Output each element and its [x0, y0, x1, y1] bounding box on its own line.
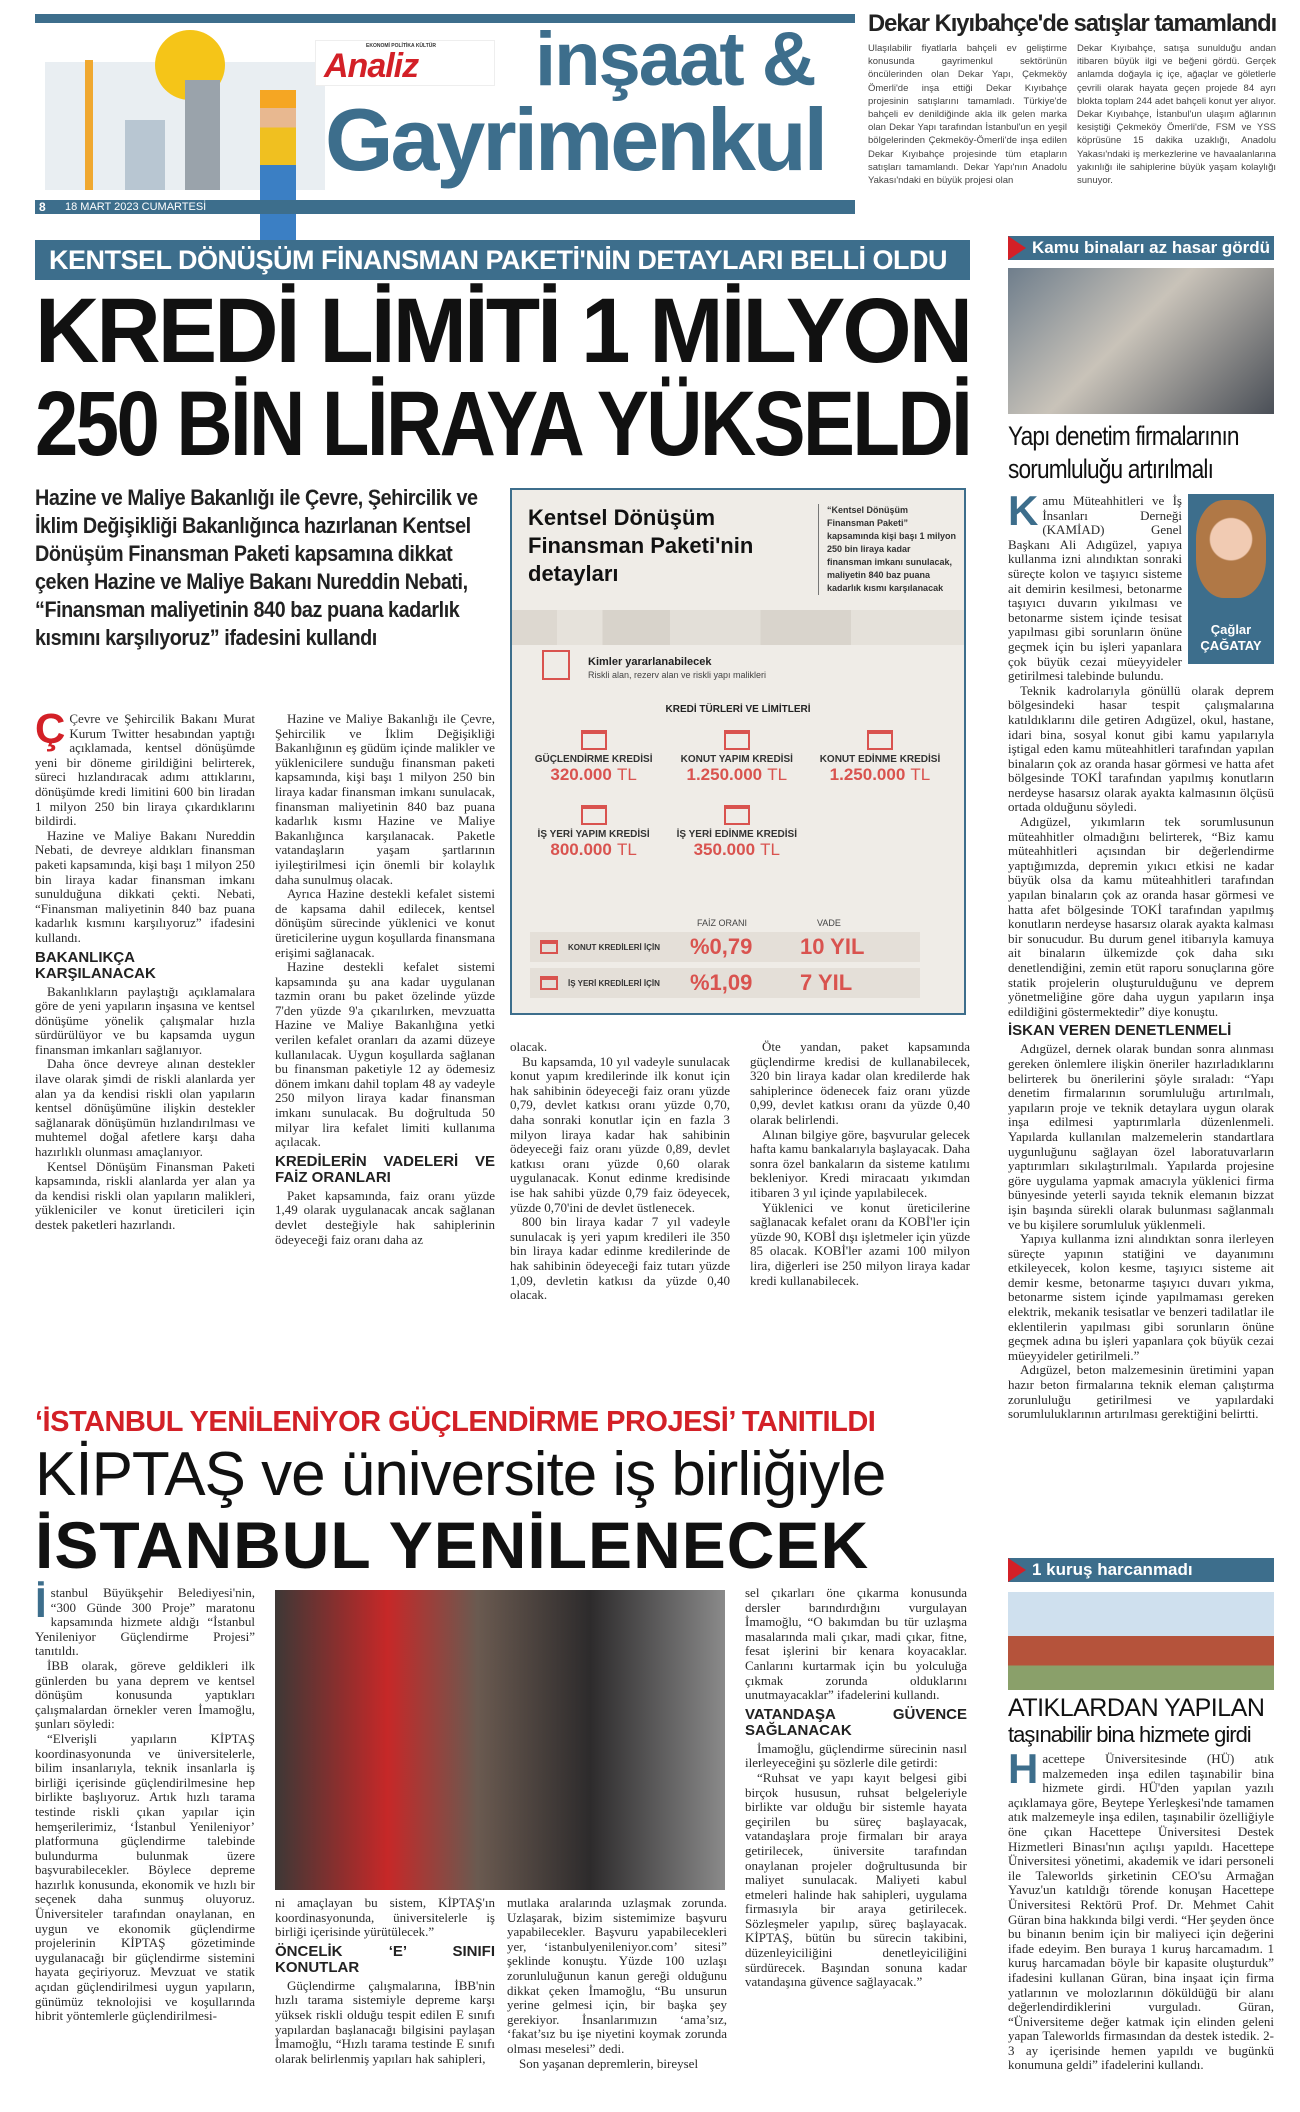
top-story-col2: Dekar Kıyıbahçe, satışa sunulduğu andan itibaren büyük ilgi ve beğeni gördü. Gerçek anlamda doğayla iç içe, ağaçlar ve göletlerle çevrili olarak hayata geçen projede 84 ayrı blokta toplam 244 adet bahçeli konut yer alıyor. Dekar Kıyıbahçe, İstanbul'un ulaşım ağlarının kesiştiği Çekmeköy Ömerli'de, FSM ve YSS köprüsüne 15 dakika uzaklığı, Anadolu Yakası'ndaki iş merkezlerine ve havaalanlarına yakınlığı ile sahiplerine büyük yaşam kolaylığı sunuyor.	[1077, 43, 1276, 187]
workplace-construction-icon	[581, 805, 607, 825]
sidebar-tag-text: 1 kuruş harcanmadı	[1032, 1560, 1193, 1579]
bottom-headline-1[interactable]: KİPTAŞ ve üniversite iş birliğiyle	[35, 1440, 886, 1509]
top-story	[868, 42, 1276, 187]
analiz-logo-text: Analiz	[324, 47, 419, 85]
bottom-headline-2[interactable]: İSTANBUL YENİLENECEK	[35, 1508, 870, 1582]
bottom-col4: sel çıkarları öne çıkarma konusunda dersler barındırdığını vurgulayan İmamoğlu, “O bakımdan bu tür uzlaşma masalarında mali çıkar, madi çıkar, fitne, fesat işlerini bir kenara koyacaklar. Canlarını kurtarmak için bu yolculuğa çıkmak zorunda olduklarını unutmayacaklar” ifadelerini kullandı. VATANDAŞA GÜVENCE SAĞLANACAK İmamoğlu, güçlendirme sürecinin nasıl ilerleyeceğini şu sözlerle dile getirdi: “Ruhsat ve yapı kayıt belgesi gibi birçok hususun, ruhsat belgeleriyle birlikte var olduğu bir sistemle hayata geçirilen bu süreç başlayacak, vatandaşlara proje firmaları bir araya getirilecek, üniversite tarafından onaylanan projeler doğrultusunda bir maliyet sunulacak. Maliyeti kabul etmeleri halinde hak sahipleri, uygulama firmasıyla bir araya getirilecek. Sözleşmeler yapılıp, süreç başlayacak. KİPTAŞ, bütün bu sürecin takibini, düzenleyiciliğini denetleyiciliğini sürdürecek. Başından sonuna kadar vatandaşına güvence sağlayacak.”	[745, 1585, 967, 1990]
credit-section-title: KREDİ TÜRLERİ VE LİMİTLERİ	[665, 704, 811, 715]
author-last-name: ÇAĞATAY	[1200, 638, 1262, 653]
subheading: BAKANLIKÇA KARŞILANACAK	[35, 948, 156, 982]
building-icon	[125, 120, 165, 190]
subheading: KREDİLERİN VADELERİ VE FAİZ ORANLARI	[275, 1152, 495, 1186]
house-icon	[540, 940, 558, 954]
imamoglu-press-photo	[275, 1590, 725, 1890]
house-icon	[867, 730, 893, 750]
credit-item: İŞ YERİ EDİNME KREDİSİ 350.000 TL	[665, 805, 808, 860]
author-first-name: Çağlar	[1210, 622, 1252, 637]
rate-header: FAİZ ORANI	[697, 918, 748, 928]
sidebar-tag-text: Kamu binaları az hasar gördü	[1032, 238, 1271, 257]
credit-item: GÜÇLENDİRME KREDİSİ 320.000 TL	[522, 730, 665, 785]
sidebar-body: K amu Müteahhitleri ve İş İnsanları Derneği (KAMİAD) Genel Başkanı Ali Adıgüzel, yapıya kullanma izni alındıktan sonraki süreçte kolon ve taşıyıcı sisteme ait demirin kesilmesi, betonarme taşıyıcı duvarın yıkılması ve betonarme sistem içinde tesisat yapılması gibi sorunların önüne geçmek için bu işleri yapanlara çok büyük cezai müeyyideler getirilmesi talebinde bulundu. Teknik kadrolarıyla gönüllü olarak deprem bölgesindeki hasar tespit çalışmalarına katıldıklarını dile getiren Adıgüzel, okul, hastane, idari bina, sosyal konut gibi kamu yapılarıyla iştigal eden kamu müteahhitleri tarafından yapılan binaların çok az oranda hasar görmesi ve hatta afet bölgesinde TOKİ tarafından yapılmış konutların nerdeyse hasarsız olarak ayakta kalmasının ölçüsü ortada olduğunu söyledi. Adıgüzel, yıkımların tek sorumlusunun müteahhitler olmadığını belirterek, “Biz kamu müteahhitleri açısından bir değerlendirme yaptığımızda, depremin yıkıcı etkisi ne kadar büyük olsa da kamu müteahhitleri tarafından yapılan binaların çok az oranda hasar görmesi ve hatta afet bölgesinde TOKİ tarafından yapılmış konutların nerdeyse hasarsız olarak ayakta kalması bir sonucudur. Bu durum genel itibarıyla kamuya ait binaların ülkemizde çok daha sıkı denetlendiğini, zemin etüt raporu sonuçlarına göre statik projelerin oluşturulduğunu ve deprem yönetmeliğine göre daha uygun yapıların inşa edildiğini göstermektedir” diye konuştu. İSKAN VEREN DENETLENMELİ Adıgüzel, dernek olarak bundan sonra alınması gereken önlemlere ilişkin öneriler hazırladıklarını belirterek bu önerilerini şöyle sıraladı: “Yapı denetim firmalarının sorumluluğu artırılmalı, yapıların proje ve teknik detaylara uygun olarak inşa edilmesi yaptırımlarla düzenlenmeli. Yapılarda kullanılan malzemelerin standartlara uygunluğunu sağlayan özel laboratuvarların yaptırımları sıkılaştırılmalı. Yapılarda projesine göre uygulama yapmak amacıyla yüklenici firma bünyesinde yeterli sayıda teknik elemanın bizzat işin başında sürekli olarak bulunması sağlanmalı ve bu kişilere sorumluluk yüklenmeli. Yapıya kullanma izni alındıktan sonra ilerleyen süreçte yapının statiğini ve dayanımını etkileyecek, kolon kesme, taşıyıcı sisteme ait demir kesme, betonarme taşıyıcı duvarı yıkma, betonarme sistem içinde yapılmaması gereken elektrik, mekanik tesisatlar ve benzeri tadilatlar ile eklentilerin yapılması gibi sorunların önüne geçmek adına bu işleri yapanlara çok büyük cezai müeyyideler getirilmeli.” Adıgüzel, beton malzemesinin üretimini yapan hazır beton firmalarına teknik eleman çalıştırma zorunluluğu getirilmesi ve yapılardaki sorumluluklarının artırılması gerektiğini belirtti.	[1008, 487, 1274, 1422]
main-col4: Öte yandan, paket kapsamında güçlendirme kredisi de kullanabilecek, 320 bin liraya kadar olan kredilerde hak sahiplerince ödenecek faiz oranı yüzde 0,99, devlet katkısı oranı da yüzde 0,40 olarak belirlendi. Alınan bilgiye göre, başvurular gelecek hafta kamu bankalarıyla başlayacak. Daha sonra özel bankaların da sisteme katılımı bekleniyor. Kredi miracaatı yıkımdan itibaren 3 yıl içinde yapılabilecek. Yüklenici ve konut üreticilerine sağlanacak kefalet oranı da KOBİ'ler için yüzde 90, KOBİ dışı işletmeler için yüzde 85 olacak. KOBİ'ler azami 100 milyon lira, diğerleri ise 250 milyon liraya kadar kredi kullanabilecek.	[750, 1039, 970, 1288]
shop-icon	[540, 976, 558, 990]
top-story-col1: Ulaşılabilir fiyatlarla bahçeli ev geliştirme konusunda gayrimenkul sektörünün öncülerinden olan Dekar Yapı, Çekmeköy Ömerli'de inşa ettiği Dekar Kıyıbahçe projesinin satışlarını tamamladı. Türkiye'de bahçeli ev denildiğinde akla ilk gelen marka olan Dekar Yapı tarafından İstanbul'un en yeşil bölgelerinden Çekmeköy-Ömerli'de inşa edilen Dekar Kıyıbahçe projesinde tüm etapların satışları tamamlandı. Dekar Yapı'nın Anadolu Yakası'ndaki en büyük projesi olan	[868, 43, 1067, 187]
infographic-quote: “Kentsel Dönüşüm Finansman Paketi” kapsamında kişi başı 1 milyon 250 bin liraya kadar finansman imkanı sunulacak, maliyetin 840 baz puana kadarlık kısmı karşılanacak	[818, 504, 958, 595]
main-lead: Hazine ve Maliye Bakanlığı ile Çevre, Şehircilik ve İklim Değişikliği Bakanlığınca hazırlanan Kentsel Dönüşüm Finansman Paketi kapsamına dikkat çeken Hazine ve Maliye Bakanı Nureddin Nebati, “Finansman maliyetinin 840 baz puana kadarlık kısmını karşılıyoruz” ifadesini kullandı	[35, 485, 478, 650]
construction-icon	[724, 730, 750, 750]
worker-icon	[260, 90, 296, 240]
main-col3: olacak. Bu kapsamda, 10 yıl vadeyle sunulacak konut yapım kredilerinde ilk konut için hak sahibinin ödeyeceği faiz oranı yüzde 0,79, devlet katkısı oranı yüzde 0,70, daha sonraki konutlar için en fazla 3 milyon liraya kadar hak sahibinin ödeyeceği faiz oranı yüzde 0,89, devlet katkısı oranı yüzde 0,60 olarak uygulanacak. Konut edinme kredisinde ise hak sahibi yüzde 0,79 faiz ödeyecek, yüzde 0,70'ini de devlet üstlenecek. 800 bin liraya kadar 7 yıl vadeyle sunulacak iş yeri yapım kredileri ile 350 bin liraya kadar edinme kredilerinde de hak sahibinin ödeyeceği faiz tutarı yüzde 1,09, devletin katkısı da yüzde 0,40 olacak.	[510, 1039, 730, 1303]
shop-icon	[724, 805, 750, 825]
skyline-silhouette	[512, 610, 964, 645]
bottom-col3: mutlaka aralarında uzlaşmak zorunda. Uzlaşarak, bizim sistemimize başvuru yapabilecekler. Başvuru yapabilecekleri yer, ‘istanbulyenileniyor.com’ sitesi” şeklinde konuştu. Yüzde 100 uzlaşı zorunluluğunun kanun gereği olduğunu dikkat çeken İmamoğlu, “Bu unsurun yerine gelmesi için, bir başka şey gerekiyor. İnsanlarımızın ‘ama’sız, ‘fakat’sız bu işe niyetini koymak zorunda olması meselesi” dedi. Son yaşanan depremlerin, bireysel	[507, 1895, 727, 2071]
subheading: ÖNCELİK ‘E’ SINIFI KONUTLAR	[275, 1942, 495, 1976]
analiz-tagline: EKONOMİ POLİTİKA KÜLTÜR	[366, 43, 436, 49]
credit-item: İŞ YERİ YAPIM KREDİSİ 800.000 TL	[522, 805, 665, 860]
infographic	[510, 488, 966, 1015]
main-col2: Hazine ve Maliye Bakanlığı ile Çevre, Şehircilik ve İklim Değişikliği Bakanlığının eş güdüm içinde malikler ve yüklenicilere sunduğu finansman paketi kapsamında, kişi başı 1 milyon 250 bin liraya kadar finansman imkanı sunulacak, finansman maliyetinin 840 baz puana kadarlık kısmı Hazine ve Maliye Bakanlığınca karşılanacak. Paketle vatandaşların yaşam şartlarının iyileştirilmesi için önemli bir kolaylık daha sunulmuş olacak. Ayrıca Hazine destekli kefalet sistemi de kapsama dahil edilecek, kentsel dönüşüm sürecinde yüklenici ve konut üreticilerine uygun koşullarda finansmana erişimi sağlanacak. Hazine destekli kefalet sistemi kapsamında şu ana kadar uygulanan tazmin oranı bu paket özelinde yüzde 7'den yüzde 9'a çıkarılırken, mevzuatta Hazine ve Maliye Bakanlığına yetki verilen kefalet oranları da azami düzeye kullanılacak. Uygun koşullarda sağlanan bu finansman paketiyle 12 ay ödemesiz dönem imkanı dahil toplam 48 ay vadeyle 250 milyon liraya kadar finansman imkanı sunulacak. Bu doğrultuda 50 milyar lira kefalet limiti kullanıma açılacak. KREDİLERİN VADELERİ VE FAİZ ORANLARI Paket kapsamında, faiz oranı yüzde 1,49 olarak uygulanacak ancak sağlanan devlet desteğiyle hak sahiplerinin ödeyeceği faiz oranı daha az	[275, 711, 495, 1247]
main-kicker	[35, 240, 970, 280]
main-headline-2[interactable]: 250 BİN LİRAYA YÜKSELDİ	[35, 373, 971, 475]
portable-building-photo	[1008, 1592, 1274, 1690]
drop-cap: Ç	[35, 705, 66, 752]
crane-icon	[85, 60, 93, 190]
who-text: Riskli alan, rezerv alan ve riskli yapı malikleri	[588, 670, 767, 680]
bottom-kicker: ‘İSTANBUL YENİLENİYOR GÜÇLENDİRME PROJESİ’ TANITILDI	[35, 1406, 876, 1438]
credit-item: KONUT EDİNME KREDİSİ 1.250.000 TL	[808, 730, 951, 785]
section-title-line1: inşaat &	[535, 17, 815, 102]
building-icon	[185, 80, 220, 190]
term-header: VADE	[817, 918, 841, 928]
infographic-title: Kentsel Dönüşüm Finansman Paketi'nin detayları	[528, 505, 754, 586]
rate-row: KONUT KREDİLERİ İÇİN %0,79 10 YIL	[530, 932, 920, 962]
masthead	[35, 0, 855, 218]
sidebar2-body: H acettepe Üniversitesinde (HÜ) atık malzemeden inşa edilen taşınabilir bina hizmete girdi. HÜ'den yapılan yazılı açıklamaya göre, Beytepe Yerleşkesi'nde tamamen atık malzemeyle inşa edilen, taşınabilir özelliğiyle öne çıkan Hacettepe Üniversitesi Destek Hizmetleri Binası'nın açılışı yapıldı. Hacettepe Üniversitesi yönetimi, akademik ve idari personeli ile Taleworlds şirketinin CEO'su Armağan Yavuz'un katıldığı törende konuşan Hacettepe Üniversitesi Rektörü Prof. Dr. Mehmet Cahit Güran bina hakkında bilgi verdi. “Her şeyden önce bu binanın benim için bir maliyeci için değerini ifade edeyim. Ben buraya 1 kuruş harcamadım. 1 kuruş harcamadan böyle bir kapasite oluşturduk” ifadesini kullanan Güran, bina inşaat için firma yatlarının ve molozlarının döküldüğü bir alanı değerlendirdiklerini vurguladı. Güran, “Üniversiteme değer katmak için elinden geleni yapan Taleworlds firmasından da destek istedik. 2-3 ay içerisinde hemen yapıldı ve bugünkü konumuna geldi” ifadelerini kullandı.	[1008, 1745, 1274, 2073]
document-icon	[581, 730, 607, 750]
rate-row: İŞ YERİ KREDİLERİ İÇİN %1,09 7 YIL	[530, 968, 920, 998]
sidebar-tag	[1008, 236, 1274, 260]
page-number: 8	[39, 200, 46, 214]
construction-illustration	[45, 30, 325, 190]
main-headline-1[interactable]: KREDİ LİMİTİ 1 MİLYON	[35, 280, 971, 382]
subheading: VATANDAŞA GÜVENCE SAĞLANACAK	[745, 1705, 967, 1739]
bottom-col2: ni amaçlayan bu sistem, KİPTAŞ'ın koordinasyonunda, üniversitelerle iş birliği içerisinde yürütülecek.” ÖNCELİK ‘E’ SINIFI KONUTLAR Güçlendirme çalışmalarına, İBB'nin hızlı tarama sistemiyle depreme karşı yüksek riskli olduğu tespit edilen E sınıfı yapılardan başlanacağı bilgisini paylaşan İmamoğlu, “Hızlı tarama testinde E sınıfı olarak belirlenmiş yapıları hak sahipleri,	[275, 1895, 495, 2066]
credit-item: KONUT YAPIM KREDİSİ 1.250.000 TL	[665, 730, 808, 785]
bottom-col1: İ stanbul Büyükşehir Belediyesi'nin, “300 Günde 300 Proje” maratonu kapsamında hizmete aldığı “İstanbul Yenileniyor Güçlendirme Projesi” tanıtıldı. İBB olarak, göreve geldikleri ilk günlerden bu yana deprem ve kentsel dönüşüm konusunda yaptıkları çalışmalardan örnekler veren İmamoğlu, şunları söyledi: “Elverişli yapıların KİPTAŞ koordinasyonunda ve üniversitelerle, bilim insanlarıyla, teknik insanlarla iş birliği içerisinde güçlendirilmesine hep birlikte başlıyoruz. Artık hızlı tarama testinde riskli çıkan yapılar için hemşerilerimiz, ‘İstanbul Yenileniyor’ platformuna güçlendirme talebinde bulundurma bulunmak üzere başvurabilecekler. Böylece depreme hazırlık konusunda, ekonomik ve hızlı bir seçenek daha sunmuş oluyoruz. Üniversiteler tarafından onaylanan, en uygun ve ekonomik güçlendirme projelerinin KİPTAŞ gözetiminde uygulanacağı bir güçlendirme sistemini hayata geçiriyoruz. Mevzuat ve statik açıdan güçlendirilmesi uygun yapıların, günümüz teknolojisi ve koşullarında hibrit yöntemlerle güçlendirilmesi-	[35, 1579, 255, 2024]
analiz-logo	[315, 40, 495, 86]
sidebar2-headline-1[interactable]: ATIKLARDAN YAPILAN	[1008, 1694, 1265, 1722]
issue-date: 18 MART 2023 CUMARTESİ	[65, 201, 207, 213]
subheading: İSKAN VEREN DENETLENMELİ	[1008, 1022, 1232, 1040]
sidebar-headline[interactable]: Yapı denetim firmalarının sorumluluğu artırılmalı	[1008, 421, 1239, 484]
author-card-spacer	[1182, 494, 1274, 666]
who-title: Kimler yararlanabilecek	[588, 656, 712, 668]
top-story-title[interactable]: Dekar Kıyıbahçe'de satışlar tamamlandı	[868, 10, 1277, 37]
sidebar-tag	[1008, 1558, 1274, 1582]
sidebar2-headline-2[interactable]: taşınabilir bina hizmete girdi	[1008, 1722, 1251, 1747]
main-col1: Ç Çevre ve Şehircilik Bakanı Murat Kurum Twitter hesabından yaptığı açıklamada, kentsel dönüşümde yeni bir döneme girildiğini belirterek, süreci hızlandıracak adımı attıklarını, dönüşümde kredi limitini 600 bin liradan 1 milyon 250 bin liraya çıkardıklarını bildirdi. Hazine ve Maliye Bakanı Nureddin Nebati, de devreye aldıkları finansman paketi kapsamında, kişi başı 1 milyon 250 bin liraya kadar finansman imkanı sunulduğuna dikkati çekti. Nebati, “Finansman maliyetinin 840 baz puana kadarlık kısmını karşılıyoruz” ifadesini kullandı. BAKANLIKÇA KARŞILANACAK Bakanlıkların paylaştığı açıklamalara göre de yeni yapıların inşasına ve kentsel dönüşüme yönelik çalışmalar hızla sürdürülüyor ve bu kapsamda uygun finansman imkanları sağlanıyor. Daha önce devreye alınan destekler ilave olarak şimdi de riskli alanlarda yer alan ya da kendisi riskli olan yapıların kentsel dönüşümüne ilişkin destekler sağlanarak dönüşümün hızlandırılması ve muhtemel doğal afetlere karşı daha hazırlıklı olunması amaçlanıyor. Kentsel Dönüşüm Finansman Paketi kapsamında, riskli alanlarda yer alan ya da kendisi riskli olan yapıların malikleri, yükleniciler ve konut üreticileri için destek paketleri hazırlandı.	[35, 705, 255, 1232]
building-icon	[542, 650, 570, 680]
main-kicker-text: KENTSEL DÖNÜŞÜM FİNANSMAN PAKETİ'NİN DETAYLARI BELLİ OLDU	[49, 245, 947, 275]
section-title-line2: Gayrimenkul	[325, 90, 826, 189]
press-conference-photo	[1008, 268, 1274, 414]
